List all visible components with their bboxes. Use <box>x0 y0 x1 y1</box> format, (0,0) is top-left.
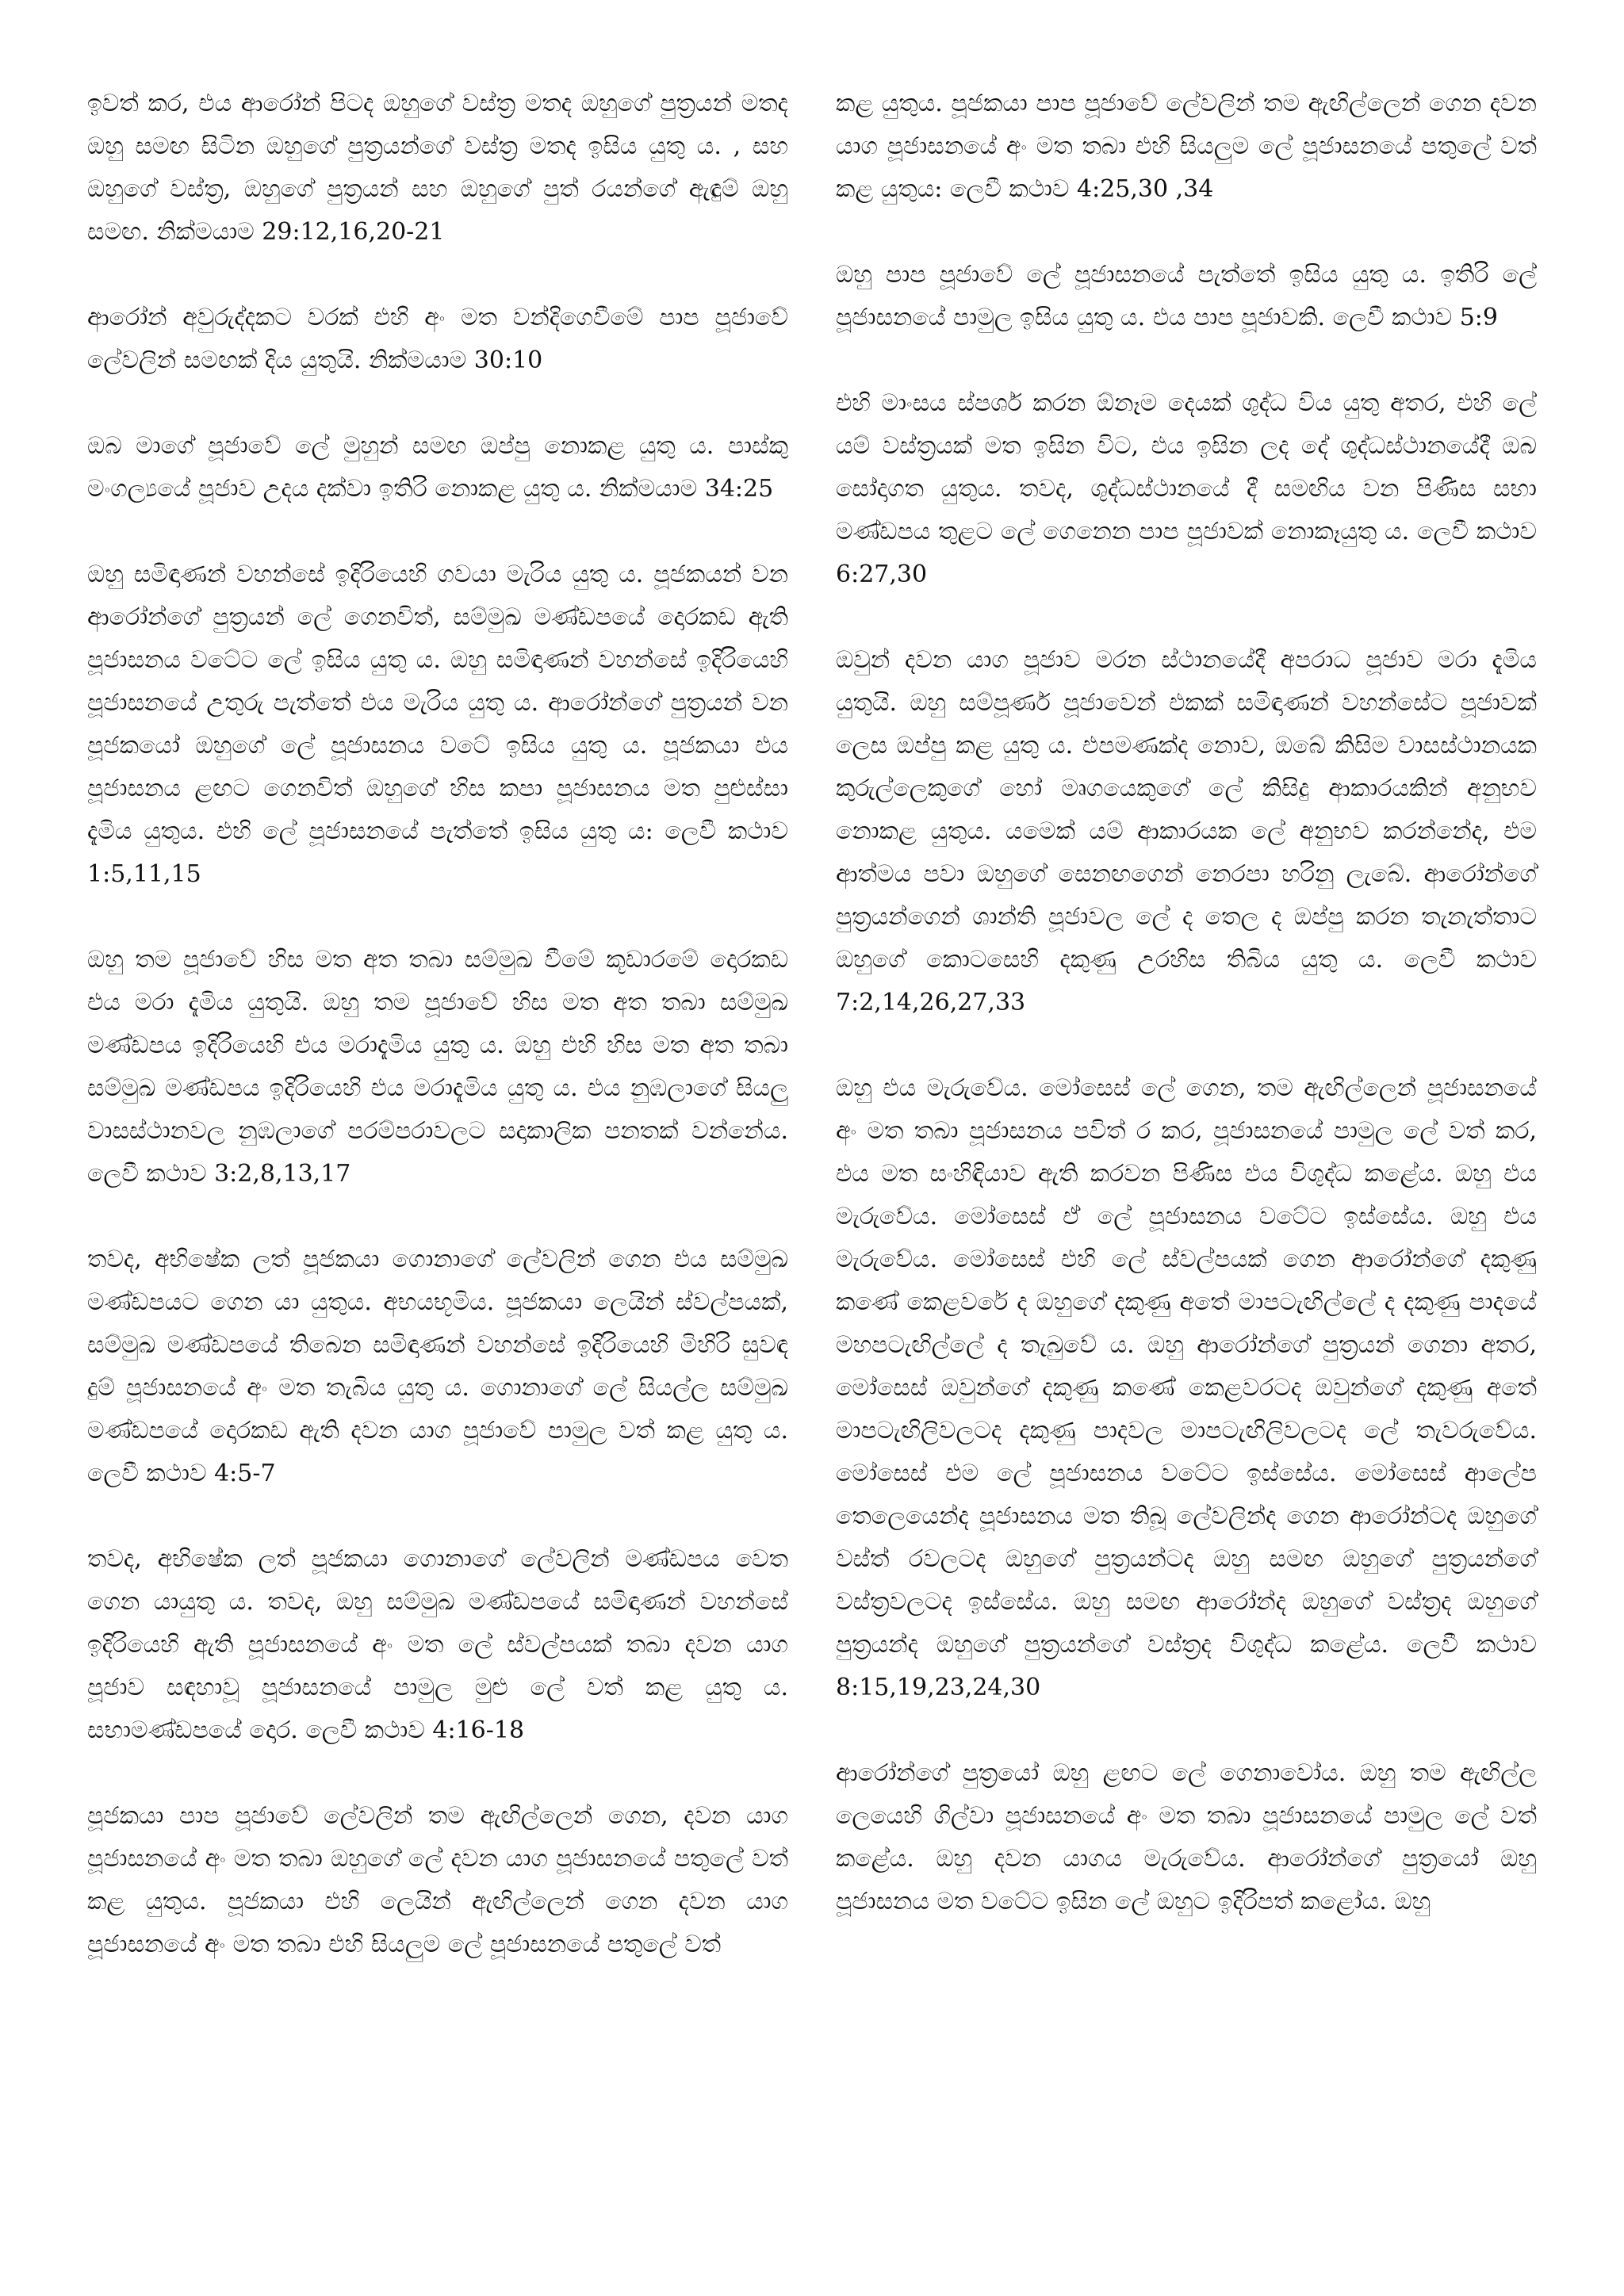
paragraph: ඔවුන් දවන යාග පූජාව මරන ස්ථානයේදී අපරාධ පූජාව මරා දැමිය යුතුයි. ඔහු සම්පූර්ණ පූජාවෙන් එකක් සමිඳාණන් වහන්සේට පූජාවක් ලෙස ඔප්පු කළ යුතු ය. එපමණක්ද නොව, ඔබේ කිසිම වාසස්ථානයක කුරුල්ලෙකුගේ හෝ මෘගයෙකුගේ ලේ කිසිදු ආකාරයකින් අනුභව නොකළ යුතුය. යමෙක් යම් ආකාරයක ලේ අනුභව කරන්නේද, එම ආත්මය පවා ඔහුගේ සෙනඟගෙන් නෙරපා හරිනු ලැබේ. ආරෝන්ගේ පුත්‍රයන්ගෙන් ශාන්ති පූජාවල ලේ ද තෙල ද ඔප්පු කරන තැනැත්තාට ඔහුගේ කොටසෙහි දකුණු උරහිස තිබිය යුතු ය. ලෙවී කථාව 7:2,14,26,27,33 <box>836 646 1537 1016</box>
paragraph: ඔහු එය මැරුවේය. මෝසෙස් ලේ ගෙන, තම ඇඟිල්ලෙන් පූජාසනයේ අං මත තබා පූජාසනය පවිත් ර කර, පූජාසනයේ පාමුල ලේ වත් කර, එය මත සංහිඳියාව ඇති කරවන පිණිස එය විශුද්ධ කළේය. ඔහු එය මැරුවේය. මෝසෙස් ඒ ලේ පූජාසනය වටේට ඉස්සේය. ඔහු එය මැරුවේය. මෝසෙස් එහි ලේ ස්වල්පයක් ගෙන ආරෝන්ගේ දකුණු කණේ කෙළවරේ ද ඔහුගේ දකුණු අතේ මාපටැඟිල්ලේ ද දකුණු පාදයේ මහපටැඟිල්ලේ ද තැබුවේ ය. ඔහු ආරෝන්ගේ පුත්‍රයන් ගෙනා අතර, මෝසෙස් ඔවුන්ගේ දකුණු කණේ කෙළවරටද ඔවුන්ගේ දකුණු අතේ මාපටැඟිලිවලටද දකුණු පාදවල මාපටැඟිලිවලටද ලේ තැවරුවේය. මෝසෙස් එම ලේ පූජාසනය වටේට ඉස්සේය. මෝසෙස් ආලේප තෙලෙයෙන්ද පූජාසනය මත තිබූ ලේවලින්ද ගෙන ආරෝන්ටද ඔහුගේ වස්ත් රවලටද ඔහුගේ පුත්‍රයන්ටද ඔහු සමඟ ඔහුගේ පුත්‍රයන්ගේ වස්ත්‍රවලටද ඉස්සේය. ඔහු සමඟ ආරෝන්ද ඔහුගේ වස්ත්‍රද ඔහුගේ පුත්‍රයන්ද ඔහුගේ පුත්‍රයන්ගේ වස්ත්‍රද විශුද්ධ කළේය. ලෙවී කථාව 8:15,19,23,24,30 <box>836 1074 1537 1701</box>
paragraph: කළ යුතුය. පූජකයා පාප පූජාවේ ලේවලින් තම ඇඟිල්ලෙන් ගෙන දවන යාග පූජාසනයේ අං මත තබා එහි සියලුම ලේ පූජාසනයේ පතුලේ වත් කළ යුතුය: ලෙවී කථාව 4:25,30 ,34 <box>836 90 1537 203</box>
paragraph: ඔහු සමිඳාණන් වහන්සේ ඉදිරියෙහි ගවයා මැරිය යුතු ය. පූජකයන් වන ආරෝන්ගේ පුත්‍රයන් ලේ ගෙනවිත්, සම්මුඛ මණ්ඩපයේ දොරකඩ ඇති පූජාසනය වටේට ලේ ඉසිය යුතු ය. ඔහු සමිඳාණන් වහන්සේ ඉදිරියෙහි පූජාසනයේ උතුරු පැත්තේ එය මැරිය යුතු ය. ආරෝන්ගේ පුත්‍රයන් වන පූජකයෝ ඔහුගේ ලේ පූජාසනය වටේ ඉසිය යුතු ය. පූජකයා එය පූජාසනය ළඟට ගෙනවිත් ඔහුගේ හිස කපා පූජාසනය මත පුළුස්සා දැමිය යුතුය. එහි ලේ පූජාසනයේ පැත්තේ ඉසිය යුතු ය: ලෙවී කථාව 1:5,11,15 <box>87 561 788 888</box>
paragraph: ඔහු තම පූජාවේ හිස මත අත තබා සම්මුඛ වීමේ කූඩාරමේ දොරකඩ එය මරා දැමිය යුතුයි. ඔහු තම පූජාවේ හිස මත අත තබා සම්මුඛ මණ්ඩපය ඉදිරියෙහි එය මරාදැමිය යුතු ය. ඔහු එහි හිස මත අත තබා සම්මුඛ මණ්ඩපය ඉදිරියෙහි එය මරාදැමිය යුතු ය. එය නුඹලාගේ සියලු වාසස්ථානවල නුඹලාගේ පරම්පරාවලට සදාකාලික පනතක් වන්නේය. ලෙවී කථාව 3:2,8,13,17 <box>87 946 788 1188</box>
paragraph: ඉවත් කර, එය ආරෝන් පිටද ඔහුගේ වස්ත්‍ර මතද ඔහුගේ පුත්‍රයන් මතද ඔහු සමඟ සිටින ඔහුගේ පුත්‍රයන්ගේ වස්ත්‍ර මතද ඉසිය යුතු ය. , සහ ඔහුගේ වස්ත්‍ර, ඔහුගේ පුත්‍රයන් සහ ඔහුගේ පුත් රයන්ගේ ඇඳුම් ඔහු සමඟ. නික්මයාම 29:12,16,20-21 <box>87 90 788 246</box>
paragraph: තවද, අභිෂේක ලත් පූජකයා ගොනාගේ ලේවලින් ගෙන එය සම්මුඛ මණ්ඩපයට ගෙන යා යුතුය. අභයභූමිය. පූජකයා ලෙයින් ස්වල්පයක්, සම්මුඛ මණ්ඩපයේ තිබෙන සමිඳාණන් වහන්සේ ඉදිරියෙහි මිහිරි සුවඳ දුම් පූජාසනයේ අං මත තැබිය යුතු ය. ගොනාගේ ලේ සියල්ල සම්මුඛ මණ්ඩපයේ දොරකඩ ඇති දවන යාග පූජාවේ පාමුල වත් කළ යුතු ය. ලෙවී කථාව 4:5-7 <box>87 1246 788 1487</box>
right-column <box>836 82 1537 2233</box>
paragraph: ආරෝන්ගේ පුත්‍රයෝ ඔහු ළඟට ලේ ගෙනාවෝය. ඔහු තම ඇඟිල්ල ලෙයෙහි ගිල්වා පූජාසනයේ අං මත තබා පූජාසනයේ පාමුල ලේ වත් කළේය. ඔහු දවන යාගය මැරුවේය. ආරෝන්ගේ පුත්‍රයෝ ඔහු පූජාසනය මත වටේට ඉසින ලේ ඔහුට ඉදිරිපත් කළෝය. ඔහු <box>836 1759 1537 1915</box>
left-column <box>87 82 788 2233</box>
paragraph: ආරෝන් අවුරුද්දකට වරක් එහි අං මත වන්දිගෙවීමේ පාප පූජාවේ ලේවලින් සමඟක් දිය යුතුයි. නික්මයාම 30:10 <box>87 304 788 374</box>
paragraph: ඔහු පාප පූජාවේ ලේ පූජාසනයේ පැත්තේ ඉසිය යුතු ය. ඉතිරි ලේ පූජාසනයේ පාමුල ඉසිය යුතු ය. එය පාප පූජාවකි. ලෙවී කථාව 5:9 <box>836 261 1537 331</box>
paragraph: එහි මාංසය ස්පර්ශ කරන ඕනෑම දෙයක් ශුද්ධ විය යුතු අතර, එහි ලේ යම් වස්ත්‍රයක් මත ඉසින විට, එය ඉසින ලද දේ ශුද්ධස්ථානයේදී ඔබ සෝදාගත යුතුය. තවද, ශුද්ධස්ථානයේ දී සමඟිය වන පිණිස සභා මණ්ඩපය තුළට ලේ ගෙනෙන පාප පූජාවක් නොකෑයුතු ය. ලෙවී කථාව 6:27,30 <box>836 389 1537 588</box>
paragraph: පූජකයා පාප පූජාවේ ලේවලින් තම ඇඟිල්ලෙන් ගෙන, දවන යාග පූජාසනයේ අං මත තබා ඔහුගේ ලේ දවන යාග පූජාසනයේ පතුලේ වත් කළ යුතුය. පූජකයා එහි ලෙයින් ඇඟිල්ලෙන් ගෙන දවන යාග පූජාසනයේ අං මත තබා එහි සියලුම ලේ පූජාසනයේ පතුලේ වත් <box>87 1802 788 1958</box>
paragraph: තවද, අභිෂේක ලත් පූජකයා ගොනාගේ ලේවලින් මණ්ඩපය වෙත ගෙන යායුතු ය. තවද, ඔහු සම්මුඛ මණ්ඩපයේ සමිඳාණන් වහන්සේ ඉදිරියෙහි ඇති පූජාසනයේ අං මත ලේ ස්වල්පයක් තබා දවන යාග පූජාව සඳහාවූ පූජාසනයේ පාමුල මුළු ලේ වත් කළ යුතු ය. සභාමණ්ඩපයේ දොර. ලෙවී කථාව 4:16-18 <box>87 1545 788 1744</box>
paragraph: ඔබ මාගේ පූජාවේ ලේ මුහුන් සමඟ ඔප්පු නොකළ යුතු ය. පාස්කු මංගල්‍යයේ පූජාව උදය දක්වා ඉතිරි නොකළ යුතු ය. නික්මයාම 34:25 <box>87 432 788 503</box>
